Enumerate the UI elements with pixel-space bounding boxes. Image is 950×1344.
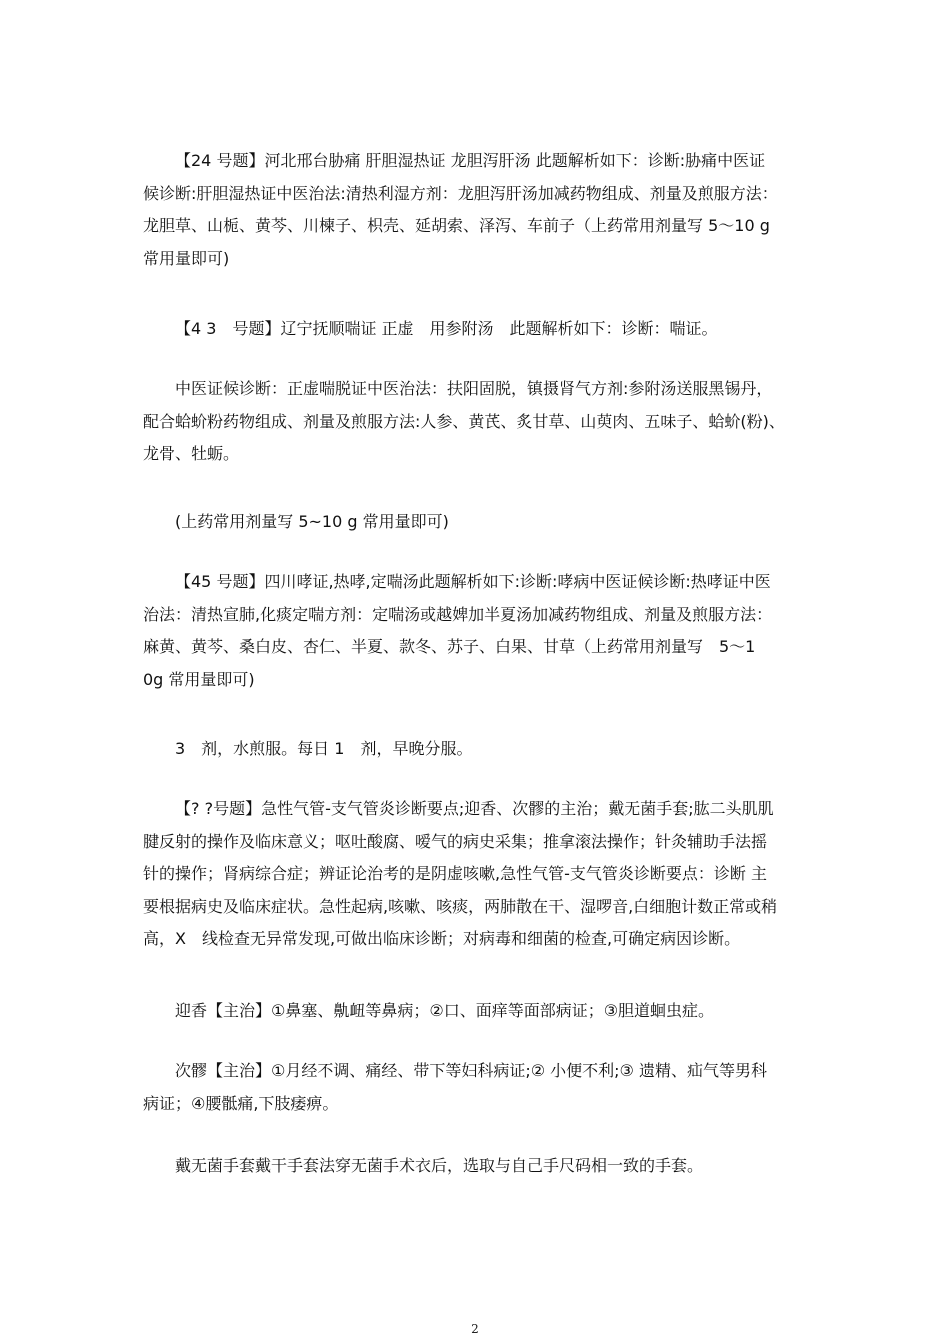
text-line: 治法：清热宣肺,化痰定喘方剂：定喘汤或越婢加半夏汤加减药物组成、剂量及煎服方法： [143, 604, 773, 624]
text-line: 0g 常用量即可) [143, 669, 255, 689]
text-line: 麻黄、黄芩、桑白皮、杏仁、半夏、款冬、苏子、白果、甘草（上药常用剂量写 5～1 [143, 637, 756, 656]
paragraph-diagnosis-asthma [143, 373, 813, 471]
text-line: 3 剂，水煎服。每日 1 剂，早晚分服。 [175, 739, 473, 758]
paragraph-question-43 [143, 313, 813, 346]
text-line: (上药常用剂量写 5~10 g 常用量即可) [175, 512, 449, 531]
paragraph-decoction-instruction [143, 733, 813, 766]
text-line: 中医证候诊断：正虚喘脱证中医治法：扶阳固脱，镇摄肾气方剂:参附汤送服黑锡丹， [175, 379, 773, 398]
text-line: 【? ?号题】急性气管-支气管炎诊断要点;迎香、次髎的主治；戴无菌手套;肱二头肌肌 [175, 799, 774, 818]
text-line: 腱反射的操作及临床意义；呕吐酸腐、嗳气的病史采集；推拿滚法操作；针灸辅助手法摇 [143, 831, 768, 851]
text-line: 迎香【主治】①鼻塞、鼽衄等鼻病；②口、面痒等面部病证；③胆道蛔虫症。 [175, 1001, 715, 1020]
text-line: 龙骨、牡蛎。 [143, 444, 240, 463]
paragraph-ciliao [143, 1055, 813, 1120]
page-number: 2 [471, 1322, 479, 1336]
text-line: 针的操作；肾病综合症；辨证论治考的是阴虚咳嗽,急性气管-支气管炎诊断要点：诊断 主 [143, 864, 767, 883]
text-line: 配合蛤蚧粉药物组成、剂量及煎服方法:人参、黄芪、炙甘草、山萸肉、五味子、蛤蚧(粉)、 [143, 411, 785, 431]
paragraph-question-24 [143, 145, 813, 275]
text-line: 候诊断:肝胆湿热证中医治法:清热利湿方剂：龙胆泻肝汤加减药物组成、剂量及煎服方法： [143, 183, 778, 203]
paragraph-question-unknown [143, 793, 813, 956]
text-line: 龙胆草、山栀、黄芩、川楝子、枳壳、延胡索、泽泻、车前子（上药常用剂量写 5～10 g [143, 216, 770, 235]
paragraph-question-45 [143, 566, 813, 696]
text-line: 次髎【主治】①月经不调、痛经、带下等妇科病证;② 小便不利;③ 遗精、疝气等男科 [175, 1061, 767, 1080]
paragraph-sterile-gloves [143, 1150, 813, 1183]
text-line: 【24 号题】河北邢台胁痛 肝胆湿热证 龙胆泻肝汤 此题解析如下：诊断:胁痛中医证 [175, 151, 766, 170]
text-line: 高，X 线检查无异常发现,可做出临床诊断；对病毒和细菌的检查,可确定病因诊断。 [143, 929, 741, 948]
text-line: 常用量即可) [143, 248, 230, 268]
text-line: 戴无菌手套戴干手套法穿无菌手术衣后，选取与自己手尺码相一致的手套。 [175, 1156, 704, 1175]
text-line: 【4 3 号题】辽宁抚顺喘证 正虚 用参附汤 此题解析如下：诊断：喘证。 [175, 319, 718, 338]
text-line: 病证；④腰骶痛,下肢痿痹。 [143, 1093, 339, 1113]
paragraph-yingxiang [143, 995, 813, 1028]
paragraph-dosage-note [143, 506, 813, 539]
text-line: 【45 号题】四川哮证,热哮,定喘汤此题解析如下:诊断:哮病中医证候诊断:热哮证中医 [175, 572, 771, 591]
text-line: 要根据病史及临床症状。急性起病,咳嗽、咳痰，两肺散在干、湿啰音,白细胞计数正常或稍 [143, 896, 778, 916]
